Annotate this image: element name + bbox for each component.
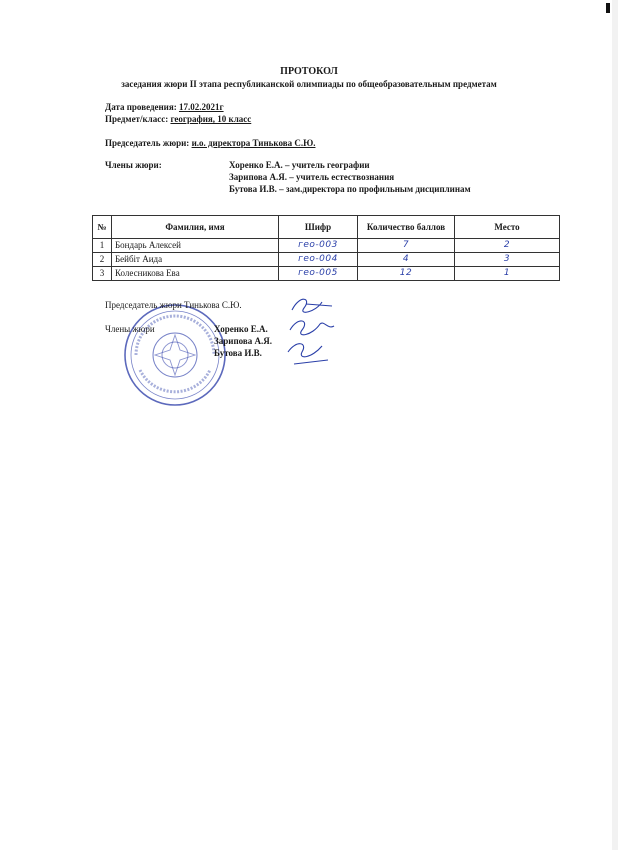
row-code: гео-005 [279, 267, 358, 281]
subject-line [105, 114, 251, 125]
row-number: 1 [93, 239, 112, 253]
chair-value: и.о. директора Тинькова С.Ю. [191, 138, 316, 148]
member-3: Бутова И.В. – зам.директора по профильным дисциплинам [229, 184, 471, 194]
member-1: Хоренко Е.А. – учитель географии [229, 160, 370, 170]
row-score: 4 [358, 253, 455, 267]
chair-line [105, 138, 315, 149]
date-line [105, 102, 224, 113]
col-place: Место [455, 216, 560, 239]
members-signature-label: Члены жюри [105, 324, 155, 334]
document-subtitle: заседания жюри II этапа республиканской олимпиады по общеобразовательным предметам [121, 79, 497, 89]
col-number: № [93, 216, 112, 239]
member-signature-1: Хоренко Е.А. [214, 324, 268, 334]
row-place: 3 [455, 253, 560, 267]
row-name: Бондарь Алексей [112, 239, 279, 253]
table-header-row [93, 216, 560, 239]
row-number: 2 [93, 253, 112, 267]
scan-mark [606, 3, 610, 13]
scan-edge [612, 0, 618, 850]
row-score: 7 [358, 239, 455, 253]
handwritten-signatures [282, 290, 352, 370]
subject-value: география, 10 класс [170, 114, 252, 124]
chair-label: Председатель жюри: [105, 138, 190, 148]
date-value: 17.02.2021г [178, 102, 224, 112]
results-table [92, 215, 560, 281]
member-2: Зарипова А.Я. – учитель естествознания [229, 172, 395, 182]
chair-signature-line: Председатель жюри Тинькова С.Ю. [105, 300, 242, 310]
row-code: гео-004 [279, 253, 358, 267]
member-signature-3: Бутова И.В. [214, 348, 262, 358]
members-label: Члены жюри: [105, 160, 162, 170]
table-row [93, 253, 560, 267]
col-code: Шифр [279, 216, 358, 239]
row-place: 2 [455, 239, 560, 253]
row-number: 3 [93, 267, 112, 281]
col-score: Количество баллов [358, 216, 455, 239]
col-name: Фамилия, имя [112, 216, 279, 239]
row-name: Колесникова Ева [112, 267, 279, 281]
table-row [93, 267, 560, 281]
table-row [93, 239, 560, 253]
subject-label: Предмет/класс: [105, 114, 169, 124]
row-name: Бейбіт Аида [112, 253, 279, 267]
date-label: Дата проведения: [105, 102, 177, 112]
row-score: 12 [358, 267, 455, 281]
row-place: 1 [455, 267, 560, 281]
document-title: ПРОТОКОЛ [280, 66, 338, 77]
member-signature-2: Зарипова А.Я. [214, 336, 273, 346]
row-code: гео-003 [279, 239, 358, 253]
